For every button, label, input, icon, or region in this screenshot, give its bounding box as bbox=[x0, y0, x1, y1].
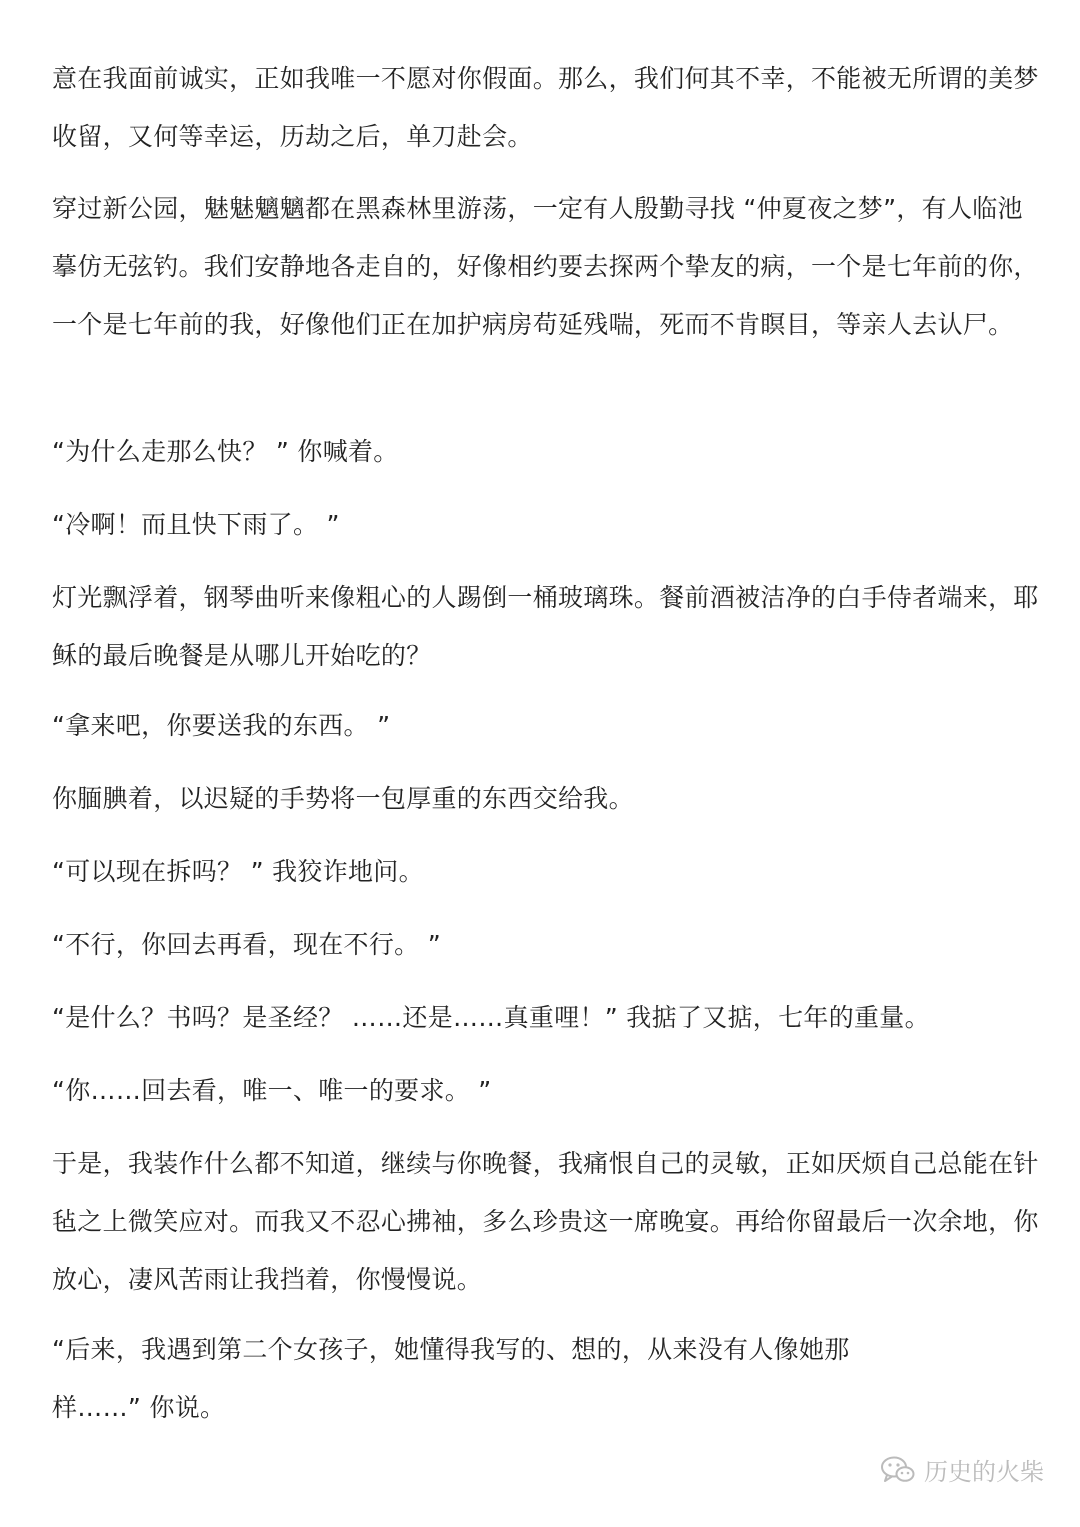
paragraph-4: “冷啊！而且快下雨了。 ” bbox=[52, 510, 340, 539]
paragraph-1: 意在我面前诚实，正如我唯一不愿对你假面。那么，我们何其不幸，不能被无所谓的美梦收留，又何等幸运，历劫之后，单刀赴会。 bbox=[52, 64, 1039, 151]
watermark bbox=[880, 1452, 1044, 1487]
paragraph-3: “为什么走那么快？ ” 你喊着。 bbox=[52, 437, 399, 466]
paragraph-11: “你……回去看，唯一、唯一的要求。 ” bbox=[52, 1076, 492, 1105]
paragraph-5: 灯光飘浮着，钢琴曲听来像粗心的人踢倒一桶玻璃珠。餐前酒被洁净的白手侍者端来，耶稣的最后晚餐是从哪儿开始吃的？ bbox=[52, 583, 1039, 670]
paragraph-13: “后来，我遇到第二个女孩子，她懂得我写的、想的，从来没有人像她那样……” 你说。 bbox=[52, 1335, 850, 1422]
wechat-icon bbox=[880, 1455, 916, 1485]
paragraph-9: “不行，你回去再看，现在不行。 ” bbox=[52, 930, 441, 959]
watermark-text: 历史的火柴 bbox=[924, 1458, 1044, 1486]
paragraph-2: 穿过新公园，魅魅魑魑都在黑森林里游荡，一定有人殷勤寻找 “仲夏夜之梦”，有人临池摹仿无弦钓。我们安静地各走自的，好像相约要去探两个挚友的病，一个是七年前的你，一个是七年前的我，好像他们正在加护病房苟延残喘，死而不肯瞑目，等亲人去认尸。 bbox=[52, 194, 1039, 339]
paragraph-6: “拿来吧，你要送我的东西。 ” bbox=[52, 711, 391, 740]
paragraph-8: “可以现在拆吗？ ” 我狡诈地问。 bbox=[52, 857, 424, 886]
paragraph-7: 你腼腆着，以迟疑的手势将一包厚重的东西交给我。 bbox=[52, 784, 634, 813]
paragraph-12: 于是，我装作什么都不知道，继续与你晚餐，我痛恨自己的灵敏，正如厌烦自己总能在针毡之上微笑应对。而我又不忍心拂袖，多么珍贵这一席晚宴。再给你留最后一次余地，你放心，凄风苦雨让我挡着，你慢慢说。 bbox=[52, 1149, 1039, 1294]
paragraph-10: “是什么？书吗？是圣经？ ……还是……真重哩！” 我掂了又掂，七年的重量。 bbox=[52, 1003, 930, 1032]
